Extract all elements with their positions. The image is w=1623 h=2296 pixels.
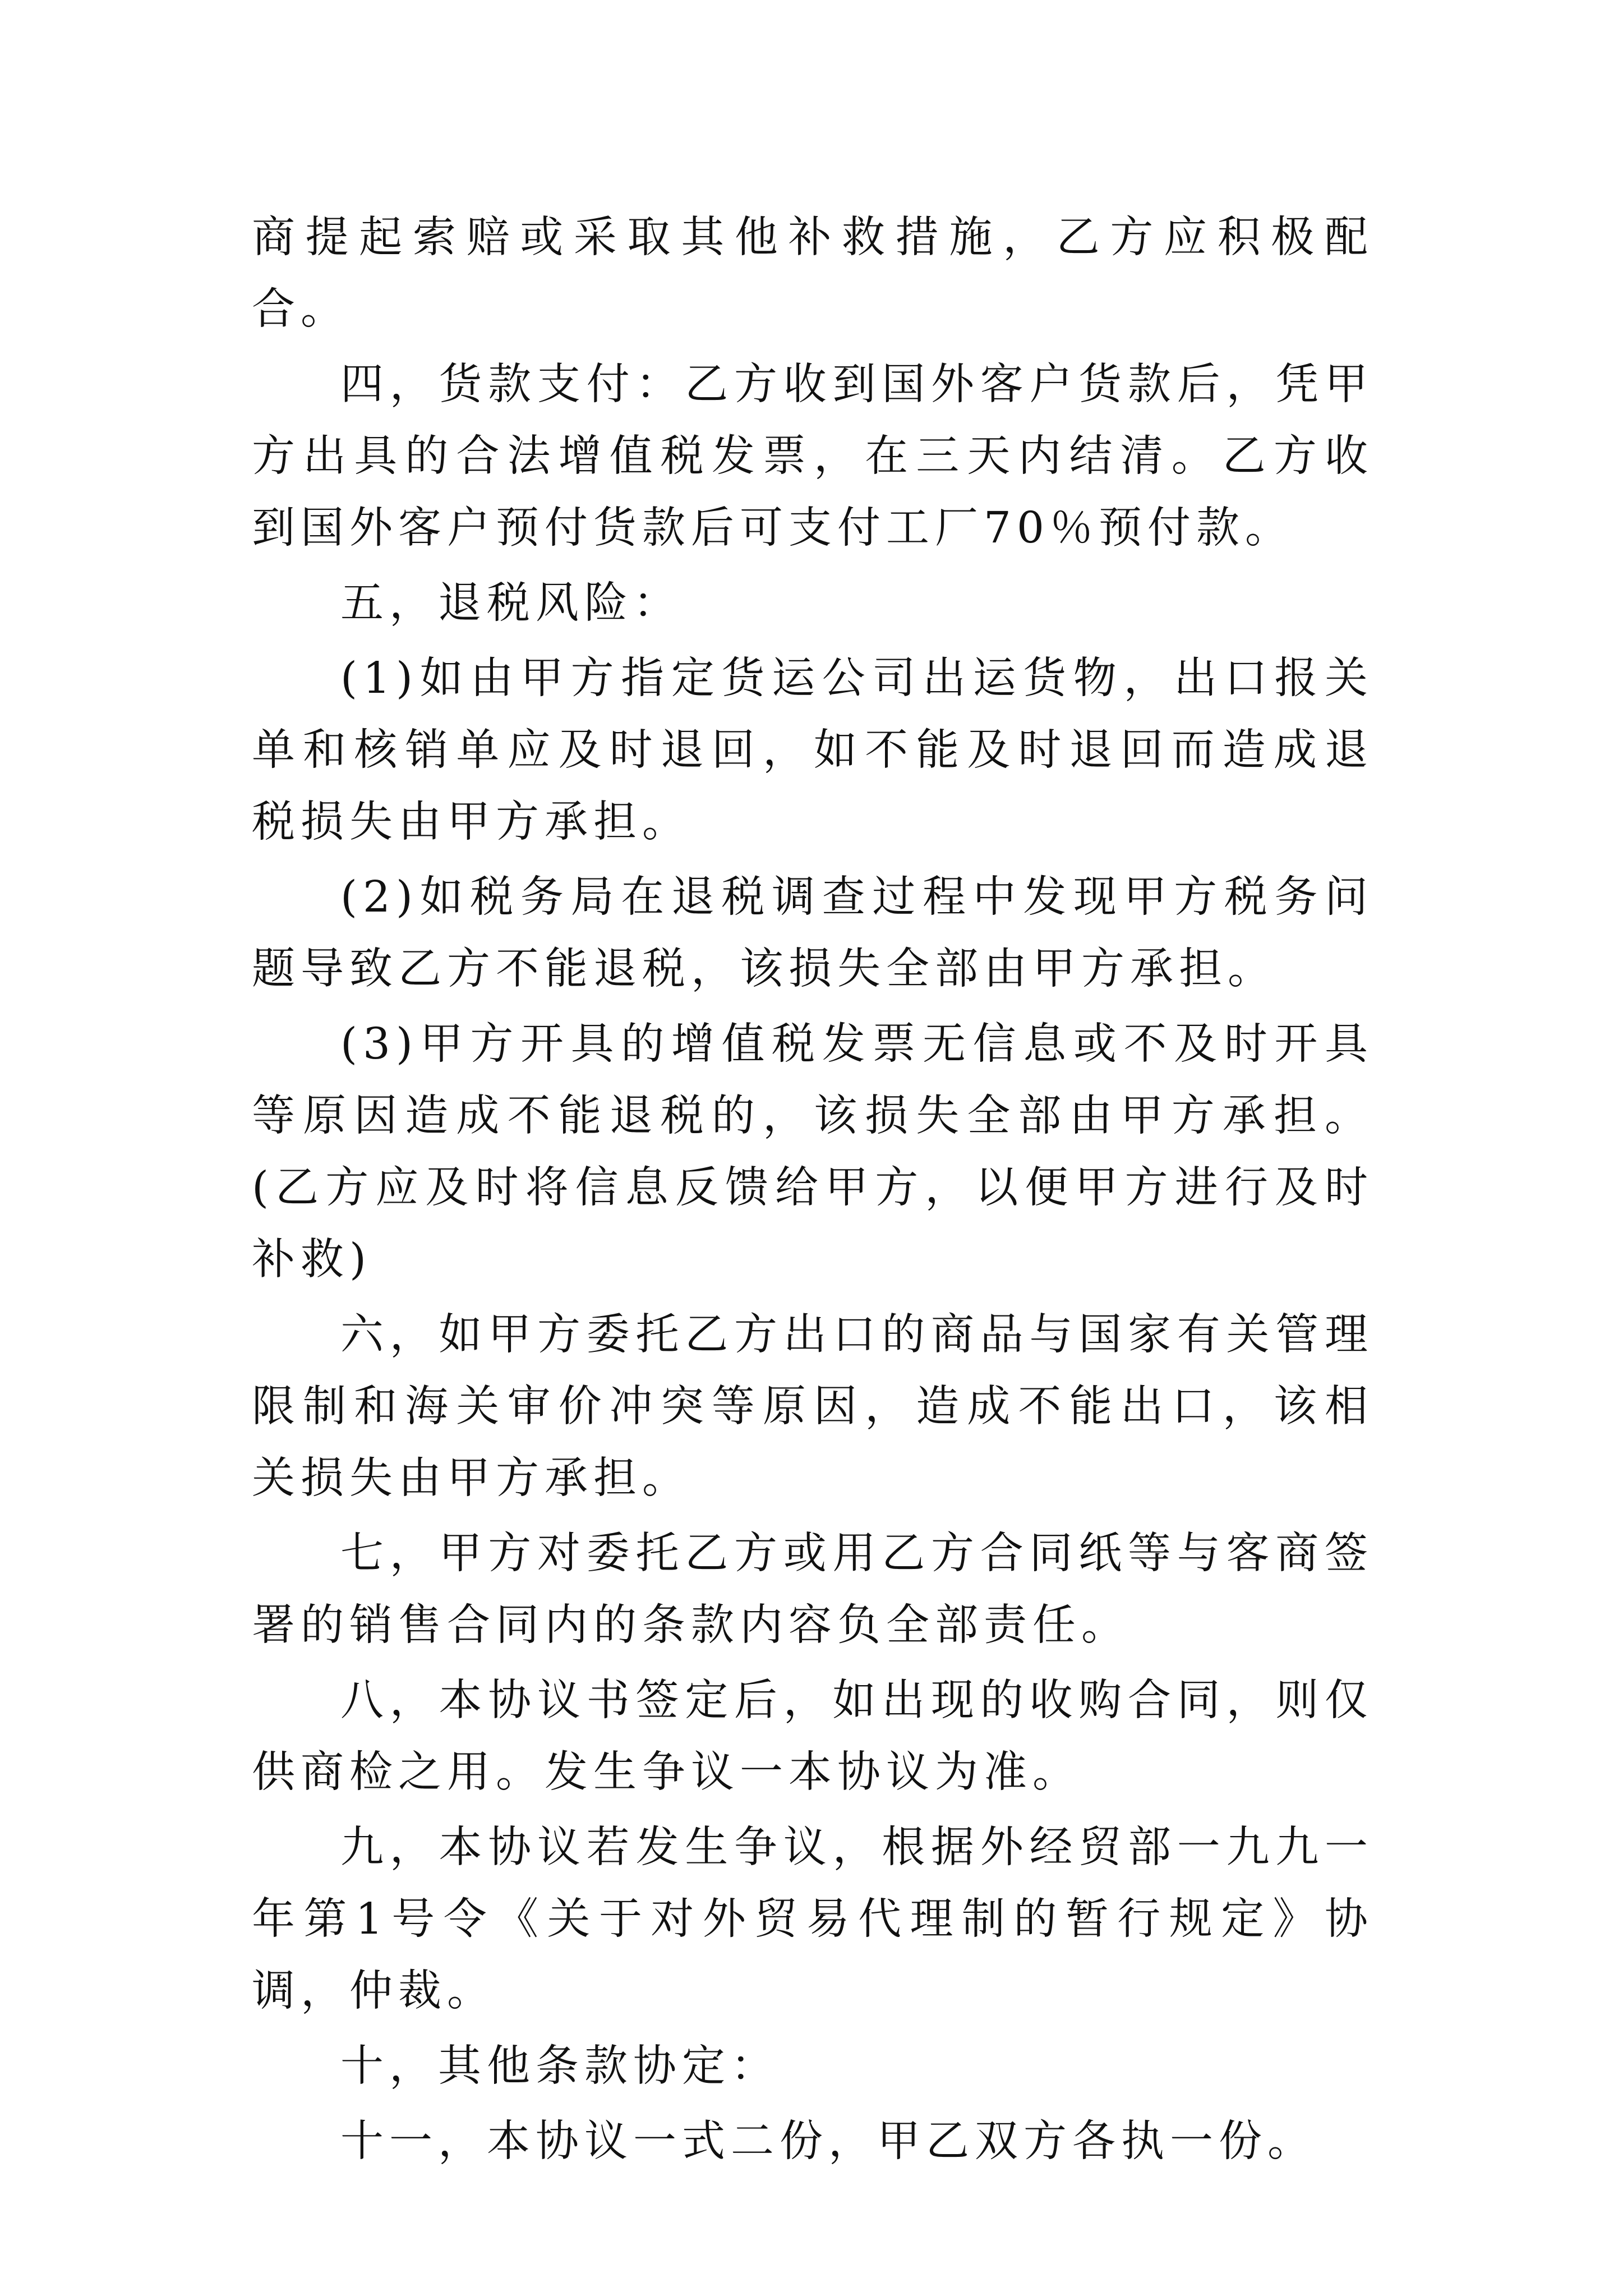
paragraph-tax-refund-item-3: (3)甲方开具的增值税发票无信息或不及时开具等原因造成不能退税的，该损失全部由甲方承担。(乙方应及时将信息反馈给甲方，以便甲方进行及时补救) — [252, 1019, 1373, 1285]
paragraph-clause-8: 八，本协议书签定后，如出现的收购合同，则仅供商检之用。发生争议一本协议为准。 — [252, 1676, 1373, 1797]
paragraph-clause-6: 六，如甲方委托乙方出口的商品与国家有关管理限制和海关审价冲突等原因，造成不能出口，该相关损失由甲方承担。 — [252, 1310, 1373, 1503]
paragraph-clause-10: 十，其他条款协定： — [340, 2041, 780, 2091]
paragraph-tax-refund-item-1: (1)如由甲方指定货运公司出运货物，出口报关单和核销单应及时退回，如不能及时退回而造成退税损失由甲方承担。 — [252, 654, 1373, 847]
paragraph-clause-9: 九，本协议若发生争议，根据外经贸部一九九一年第1号令《关于对外贸易代理制的暂行规定》协调，仲裁。 — [252, 1823, 1373, 2016]
paragraph-tax-refund-risk-heading: 五，退税风险： — [340, 578, 682, 628]
paragraph-clause-11: 十一，本协议一式二份，甲乙双方各执一份。 — [340, 2116, 1316, 2166]
paragraph-payment: 四，货款支付：乙方收到国外客户货款后，凭甲方出具的合法增值税发票，在三天内结清。乙方收到国外客户预付货款后可支付工厂70％预付款。 — [252, 360, 1373, 553]
document-body — [252, 202, 1373, 2178]
paragraph-clause-7: 七，甲方对委托乙方或用乙方合同纸等与客商签署的销售合同内的条款内容负全部责任。 — [252, 1529, 1373, 1650]
paragraph-continuation: 商提起索赔或采取其他补救措施，乙方应积极配合。 — [252, 213, 1373, 334]
paragraph-tax-refund-item-2: (2)如税务局在退税调查过程中发现甲方税务问题导致乙方不能退税，该损失全部由甲方承担。 — [252, 872, 1373, 994]
